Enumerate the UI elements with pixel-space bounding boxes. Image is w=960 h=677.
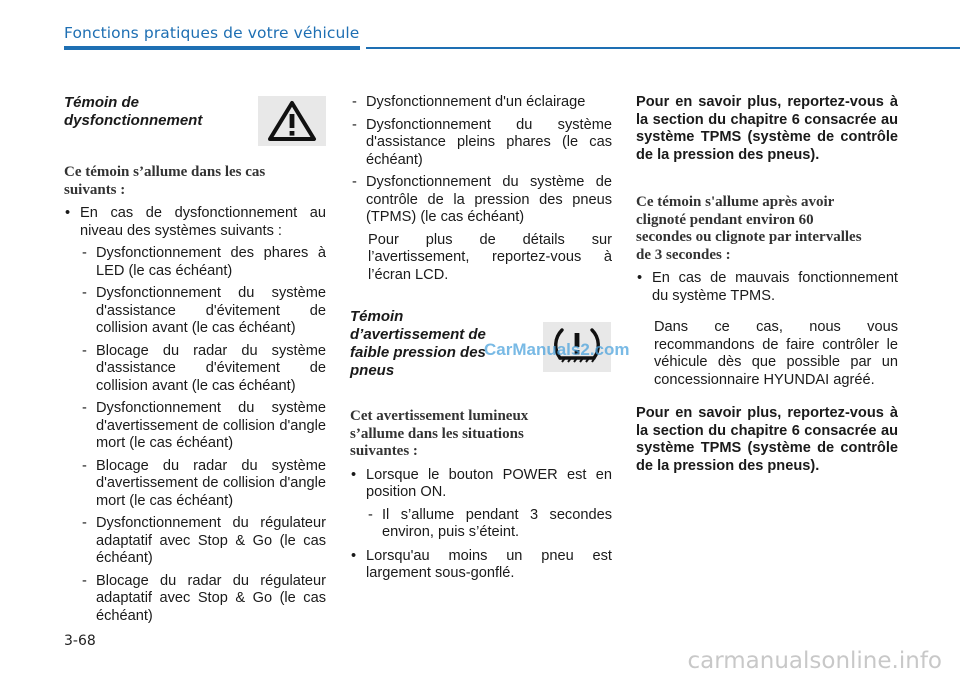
malfunction-item: - Dysfonctionnement du système d'assistance d'évitement de collision avant (le cas échéant) xyxy=(64,285,326,338)
lcd-note: Pour plus de détails sur l’avertissement, reportez-vous à l’écran LCD. xyxy=(368,231,612,283)
column-3 xyxy=(636,94,898,475)
malfunction-item: - Dysfonctionnement du système de contrôle de la pression des pneus (TPMS) (le cas échéant) xyxy=(350,174,612,227)
power-on-bullet: • Lorsque le bouton POWER est en position ON. xyxy=(350,467,612,502)
warning-triangle-icon xyxy=(258,96,326,146)
malfunction-item: - Dysfonctionnement du système d'avertissement de collision d'angle mort (le cas échéant) xyxy=(64,400,326,453)
malfunction-item: - Dysfonctionnement du régulateur adaptatif avec Stop & Go (le cas échéant) xyxy=(64,515,326,568)
tpms-malfunction-bullet: • En cas de mauvais fonctionnement du système TPMS. xyxy=(636,270,898,305)
dealer-advice: Dans ce cas, nous vous recommandons de faire contrôler le véhicule dès que possible par un concessionnaire HYUNDAI agréé. xyxy=(654,319,898,388)
running-header: Fonctions pratiques de votre véhicule xyxy=(64,24,360,42)
malfunction-item: - Blocage du radar du système d'avertissement de collision d'angle mort (le cas échéant) xyxy=(64,458,326,511)
header-rule-thin xyxy=(366,47,960,49)
underinflated-bullet: • Lorsqu'au moins un pneu est largement sous-gonflé. xyxy=(350,548,612,583)
blinking-subhead: Ce témoin s'allume après avoir clignoté pendant environ 60 secondes ou clignote par intervalles de 3 secondes : xyxy=(636,194,862,263)
malfunction-warning-title: Témoin de dysfonctionnement xyxy=(64,94,203,129)
malfunction-item: - Dysfonctionnement du système d'assistance pleins phares (le cas échéant) xyxy=(350,117,612,170)
power-on-detail: - Il s’allume pendant 3 secondes environ, puis s’éteint. xyxy=(350,507,612,542)
tire-pressure-warning-title: Témoin d’avertissement de faible pression des pneus xyxy=(350,308,486,379)
malfunction-item: - Blocage du radar du régulateur adaptatif avec Stop & Go (le cas échéant) xyxy=(64,573,326,626)
malfunction-bullet: • En cas de dysfonctionnement au niveau des systèmes suivants : xyxy=(64,205,326,240)
malfunction-subhead: Ce témoin s’allume dans les cas suivants : xyxy=(64,164,266,198)
tpms-reference: Pour en savoir plus, reportez-vous à la section du chapitre 6 consacrée au système TPMS (système de contrôle de la pression des pneus). xyxy=(636,94,898,163)
tpms-reference-2: Pour en savoir plus, reportez-vous à la section du chapitre 6 consacrée au système TPMS (système de contrôle de la pression des pneus). xyxy=(636,405,898,474)
malfunction-item: - Dysfonctionnement d'un éclairage xyxy=(350,94,612,112)
page-number: 3-68 xyxy=(64,633,96,649)
watermark-footer: carmanualsonline.info xyxy=(687,648,942,674)
malfunction-item: - Dysfonctionnement des phares à LED (le cas échéant) xyxy=(64,245,326,280)
column-1 xyxy=(64,94,326,625)
tire-pressure-subhead: Cet avertissement lumineux s’allume dans les situations suivantes : xyxy=(350,408,529,459)
watermark-carmanuals: CarManuals2.com xyxy=(484,340,630,359)
header-rule-thick xyxy=(64,46,360,50)
malfunction-item: - Blocage du radar du système d'assistance d'évitement de collision avant (le cas échéant) xyxy=(64,343,326,396)
